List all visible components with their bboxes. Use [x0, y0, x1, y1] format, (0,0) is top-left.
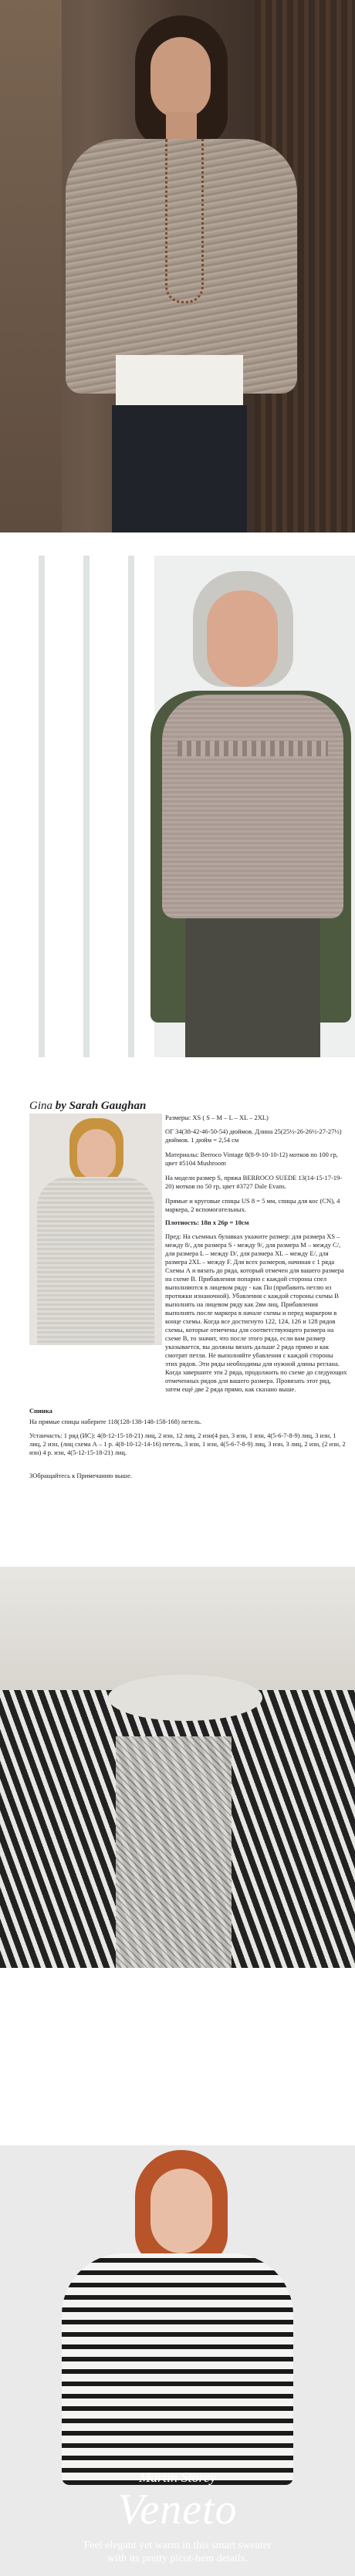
photo-older-woman: [0, 556, 355, 1057]
pattern-body-text: Пред: На съемных булавках укажите размер: для размера XS – между 8/, для размера S - между 9/, для размера M – между C/, для размера L – между D/, для размера XL – между E/, для размера 2XL – между F. Для всех размеров, начиная с 1 ряда Схемы А и вязать до ряда, который отмечен для вашего размера на схеме В. Прибавления попарно с каждой стороны спел выполняются в лицевом ряду - как Пн (прибавить петлю из протяжки изнаночной). Убавления с каждой стороны схемы В выполнять на лицевом ряду как 2вм лиц. Прибавления выполнять после маркера в начале схемы и перед маркером в конце схемы. Когда все достигнуто 122, 124, 126 и 128 рядов схемы, которые отмечены для соответствующего размера на схеме В, то значит, что после этого ряда, если вам размер указывается, вы должны вязать дальше 2 ряда прямо и как смотрят петли. Не выполняйте убавления с каждой стороны этих рядов. Эти ряды необходимы для нужной длины реглана. Когда завершите эти 2 ряда, продолжить по схеме до следующих отмеченных рядов для вашего размера. Провязать этот ряд, затем ещё две 2 ряда прямо, как сказано выше.: [165, 1232, 347, 1393]
veneto-tagline: [0, 2539, 355, 2565]
model-face: [207, 590, 278, 687]
model-jeans: [112, 405, 247, 532]
photo-background: [0, 1567, 355, 1690]
pattern-name: Gina: [29, 1100, 52, 1112]
pattern-thumbnail: [29, 1114, 162, 1345]
photo-veneto: [0, 2145, 355, 2576]
pattern-page: [0, 1100, 355, 1520]
model-sweater: [162, 695, 343, 918]
pattern-title: [29, 1100, 146, 1113]
model-undershirt: [116, 355, 243, 409]
pattern-back-heading: Спинка: [29, 1407, 52, 1415]
veneto-designer: Martin Storey: [139, 2470, 216, 2485]
thumb-face: [77, 1129, 116, 1180]
pattern-footer-note: ЗОбращайтесь к Примечанию выше.: [29, 1472, 133, 1479]
pattern-back-text: На прямые спицы наберите 118(128-138-148-158-168) петель.: [29, 1418, 202, 1425]
pattern-sizes: Размеры: XS ( S – M – L – XL – 2XL): [165, 1114, 269, 1121]
pattern-chest: ОГ 34(38-42-46-50-54) дюймов. Длина 25(25½-26-26½-27-27½) дюймов. 1 дюйм = 2,54 см: [165, 1127, 342, 1144]
pattern-designer: by Sarah Gaughan: [55, 1100, 147, 1112]
pattern-gauge: Плотность: 18п x 26р = 10см: [165, 1219, 249, 1226]
sweater-neckline: [108, 1675, 262, 1721]
pattern-materials: Материалы: Berroco Vintage 8(8-9-10-10-12) мотков по 100 гр, цвет #5104 Mushroom: [165, 1151, 338, 1167]
photo-woman-necklace: [0, 0, 355, 532]
sweater-lace-yoke: [178, 741, 328, 756]
photo-window: [0, 556, 154, 1057]
veneto-tagline-2: with its pretty picot-hem details.: [107, 2553, 248, 2564]
model-pants: [185, 918, 320, 1057]
pattern-knit-instructions: Устанчасть: 1 ряд (ИС): 4(8-12-15-18-21) лиц, 2 изн, 12 лиц, 2 изн(4 раз, 3 изн, 1 изн, 4(5-6-7-8-9) лиц, 3 изн, 1 лиц, 2 изн, (лиц схема А – 1 р. 4(8-10-12-14-16) петель, 3 изн, 1 изн, 4(5-6-7-8-9) лиц, 3 изн, 3 лиц, 2 изн, (2 изн, 2 изн) 4 р. изн, 4(5-12-15-18-21) лиц.: [29, 1432, 346, 1456]
pattern-needles: Прямые и круговые спицы US 8 = 5 мм, спицы для кос (CN), 4 маркера, 2 вспомогательных.: [165, 1197, 340, 1213]
veneto-tagline-1: Feel elegant yet warm in this smart sweater: [83, 2540, 272, 2551]
thumb-sweater: [37, 1177, 154, 1345]
model-face: [150, 2169, 212, 2253]
striped-sweater: [62, 2253, 293, 2485]
model-face: [150, 37, 211, 118]
lace-panel: [116, 1736, 232, 1968]
photo-wall: [0, 0, 62, 532]
photo-striped-detail: [0, 1567, 355, 1968]
veneto-title: Veneto: [117, 2486, 238, 2534]
pattern-model-note: На модели размер S, пряжа BERROCO SUEDE 13(14-15-17-19-20) мотков по 50 гр, цвет #3727 Dale Evans.: [165, 1174, 343, 1190]
model-necklace: [165, 139, 204, 303]
